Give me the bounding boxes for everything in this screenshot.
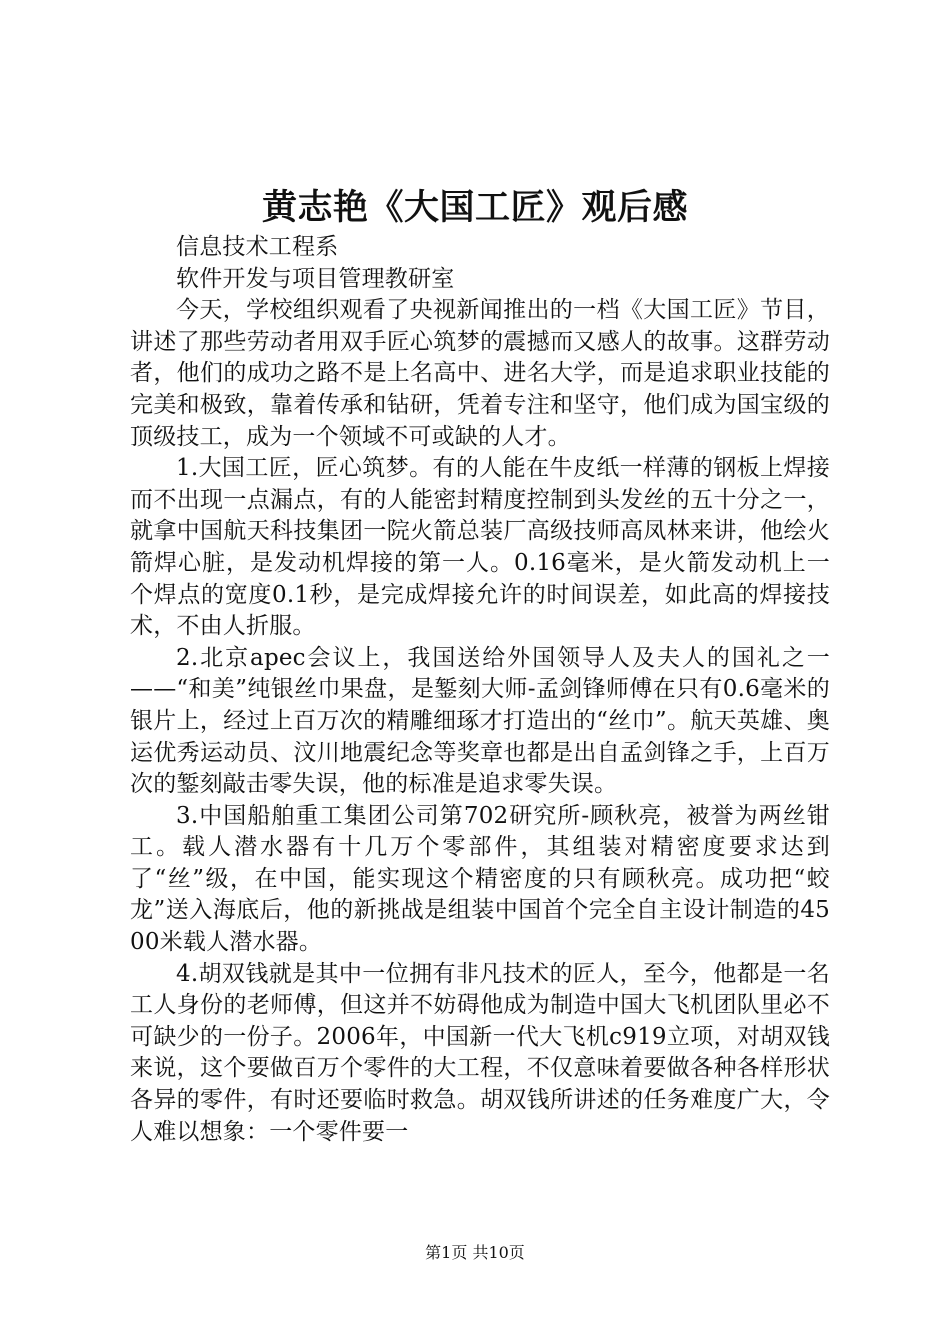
paragraph-3: 3.中国船舶重工集团公司第702研究所-顾秋亮，被誉为两丝钳工。载人潜水器有十几万个零部件，其组装对精密度要求达到了“丝”级，在中国，能实现这个精密度的只有顾秋亮。成功把“蛟龙”送入海底后，他的新挑战是组装中国首个完全自主设计制造的4500米载人潜水器。 — [130, 802, 830, 956]
document-title: 黄志艳《大国工匠》观后感 — [261, 188, 688, 228]
page-number-footer: 第1页 共10页 — [425, 1243, 525, 1262]
paragraph-4: 4.胡双钱就是其中一位拥有非凡技术的匠人，至今，他都是一名工人身份的老师傅，但这并不妨碍他成为制造中国大飞机团队里必不可缺少的一份子。2006年，中国新一代大飞机c919立项，对胡双钱来说，这个要做百万个零件的大工程，不仅意味着要做各种各样形状各异的零件，有时还要临时救急。胡双钱所讲述的任务难度广大，令人难以想象：一个零件要一 — [130, 960, 830, 1145]
paragraph-2: 2.北京apec会议上，我国送给外国领导人及夫人的国礼之一——“和美”纯银丝巾果盘，是錾刻大师-孟剑锋师傅在只有0.6毫米的银片上，经过上百万次的精雕细琢才打造出的“丝巾”。航天英雄、奥运优秀运动员、汶川地震纪念等奖章也都是出自孟剑锋之手，上百万次的錾刻敲击零失误，他的标准是追求零失误。 — [130, 644, 830, 798]
section-line: 软件开发与项目管理教研室 — [176, 265, 455, 292]
paragraph-1: 1.大国工匠，匠心筑梦。有的人能在牛皮纸一样薄的钢板上焊接而不出现一点漏点，有的人能密封精度控制到头发丝的五十分之一，就拿中国航天科技集团一院火箭总装厂高级技师高凤林来讲，他绘火箭焊心脏，是发动机焊接的第一人。0.16毫米，是火箭发动机上一个焊点的宽度0.1秒，是完成焊接允许的时间误差，如此高的焊接技术，不由人折服。 — [130, 455, 830, 640]
document-body — [130, 232, 830, 1148]
paragraph-intro: 今天，学校组织观看了央视新闻推出的一档《大国工匠》节目，讲述了那些劳动者用双手匠心筑梦的震撼而又感人的故事。这群劳动者，他们的成功之路不是上名高中、进名大学，而是追求职业技能的完美和极致，靠着传承和钻研，凭着专注和坚守，他们成为国宝级的顶级技工，成为一个领域不可或缺的人才。 — [130, 297, 830, 450]
department-line: 信息技术工程系 — [176, 234, 339, 260]
